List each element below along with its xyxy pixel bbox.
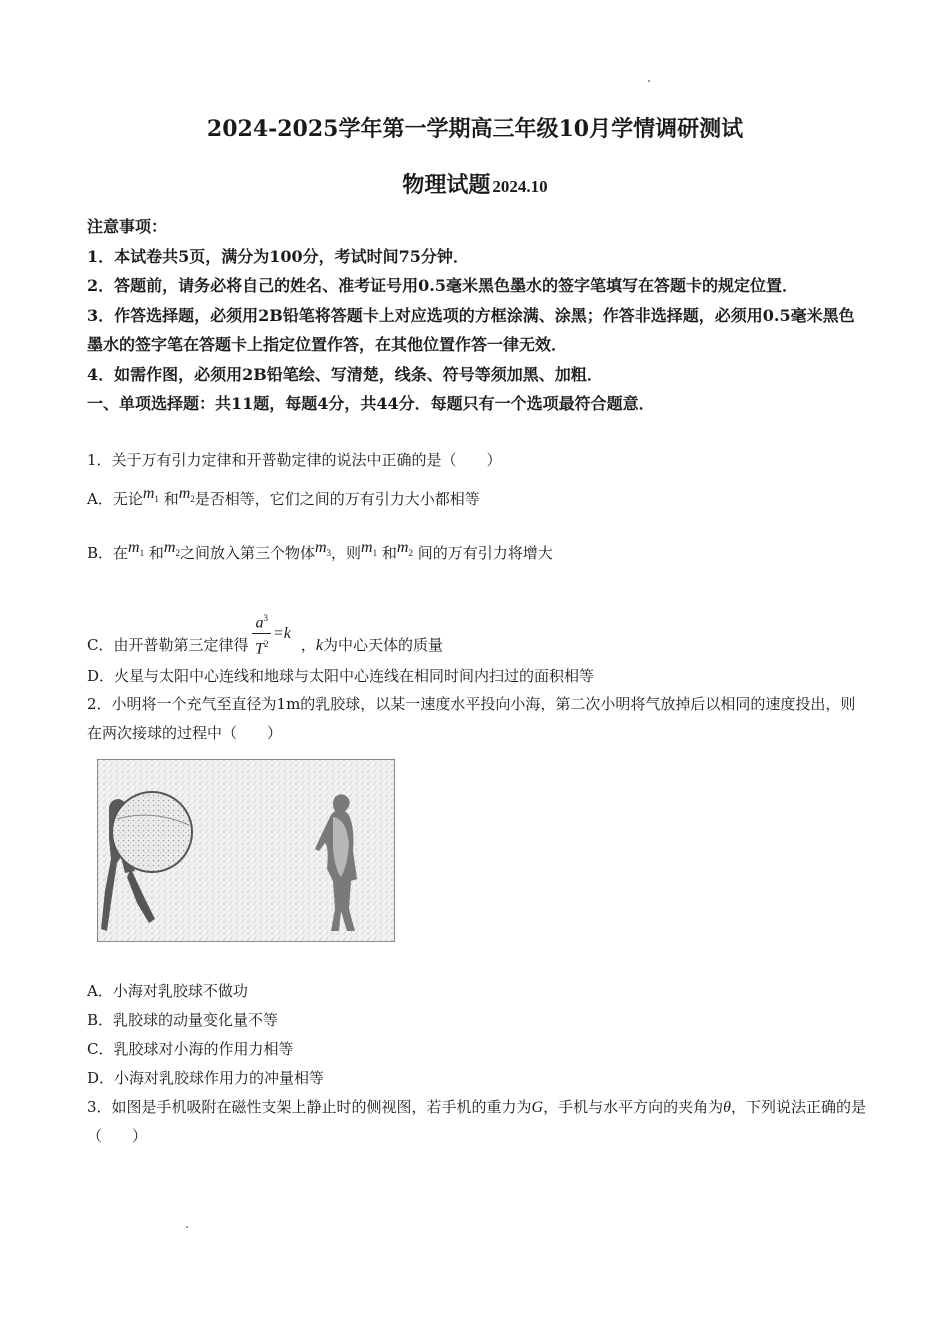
notice-item: 1．本试卷共5页，满分为100分，考试时间75分钟．	[87, 246, 469, 266]
option-text: A．无论	[87, 490, 143, 508]
option-text: C．由开普勒第三定律得	[87, 635, 249, 654]
kepler-formula-rhs: =k	[272, 624, 291, 642]
question-3-stem	[87, 1093, 867, 1151]
ball-throw-photo	[97, 759, 395, 942]
question-text: 1．关于万有引力定律和开普勒定律的说法中正确的是（ ）	[87, 451, 502, 469]
scan-speck	[648, 80, 650, 82]
math-m1: $m_1$	[142, 485, 159, 505]
math-g: G	[531, 1099, 544, 1116]
notice-item: 3．作答选择题，必须用2B铅笔将答题卡上对应选项的方框涂满、涂黑；作答非选择题，必须用0.5毫米黑色墨水的签字笔在答题卡上指定位置作答，在其他位置作答一律无效．	[87, 305, 855, 354]
scan-speck	[186, 1226, 188, 1228]
q1-option-b	[87, 539, 553, 564]
option-text: B．在	[87, 544, 129, 562]
option-text: 是否相等，它们之间的万有引力大小都相等	[194, 490, 480, 508]
subject-title	[0, 168, 950, 199]
notice-item: 2．答题前，请务必将自己的姓名、准考证号用0.5毫米黑色墨水的签字笔填写在答题卡的规定位置．	[87, 276, 798, 295]
exam-title: 2024-2025学年第一学期高三年级10月学情调研测试	[206, 116, 744, 142]
option-text: 和	[163, 490, 179, 508]
math-m1: $m_1$	[128, 539, 145, 559]
notice-section	[87, 212, 867, 419]
math-m2: $m_2$	[163, 539, 180, 559]
option-text: 间的万有引力将增大	[417, 544, 553, 562]
q2-option-b: B．乳胶球的动量变化量不等	[87, 1011, 279, 1029]
option-text: ，则	[331, 544, 362, 562]
option-text: ，	[300, 635, 316, 654]
subject-name: 物理试题	[402, 172, 491, 198]
question-text-part: ，手机与水平方向的夹角为	[543, 1098, 724, 1116]
math-m2: $m_2$	[396, 539, 413, 559]
q2-option-d: D．小海对乳胶球作用力的冲量相等	[87, 1069, 325, 1087]
question-2-stem	[87, 690, 867, 748]
q2-option-c: C．乳胶球对小海的作用力相等	[87, 1040, 294, 1058]
math-theta: θ	[723, 1099, 731, 1116]
q1-option-d: D．火星与太阳中心连线和地球与太阳中心连线在相同时间内扫过的面积相等	[87, 667, 595, 685]
option-text: 和	[381, 544, 397, 562]
notice-item: 4．如需作图，必须用2B铅笔绘、写清楚，线条、符号等须加黑、加粗．	[87, 364, 603, 384]
question-text-part: ，下列说法正确的是（ ）	[87, 1098, 866, 1145]
notice-heading: 注意事项：	[87, 217, 168, 236]
question-1-stem	[87, 446, 867, 475]
question-text	[87, 1093, 867, 1151]
q1-option-a	[87, 485, 480, 510]
q1-option-c	[87, 613, 444, 672]
section-heading: 一、单项选择题：共11题，每题4分，共44分．每题只有一个选项最符合题意．	[87, 394, 655, 413]
question-text: 2．小明将一个充气至直径为1m的乳胶球，以某一速度水平投向小海，第二次小明将气放掉后以相同的速度投出，则在两次接球的过程中（ ）	[87, 695, 856, 742]
option-text: 和	[148, 544, 164, 562]
kepler-formula: $\frac{a^3}{T^2}$	[252, 608, 271, 660]
question-text-part: 3．如图是手机吸附在磁性支架上静止时的侧视图，若手机的重力为	[87, 1098, 532, 1116]
exam-date: 2024.10	[492, 177, 548, 196]
math-m2: $m_2$	[178, 485, 195, 505]
option-text: 之间放入第三个物体	[179, 544, 315, 562]
q2-option-a: A．小海对乳胶球不做功	[87, 982, 248, 1000]
math-m3: $m_3$	[314, 539, 332, 559]
math-k: k	[315, 636, 324, 654]
option-text: 为中心天体的质量	[323, 635, 444, 654]
math-m1: $m_1$	[361, 539, 378, 559]
